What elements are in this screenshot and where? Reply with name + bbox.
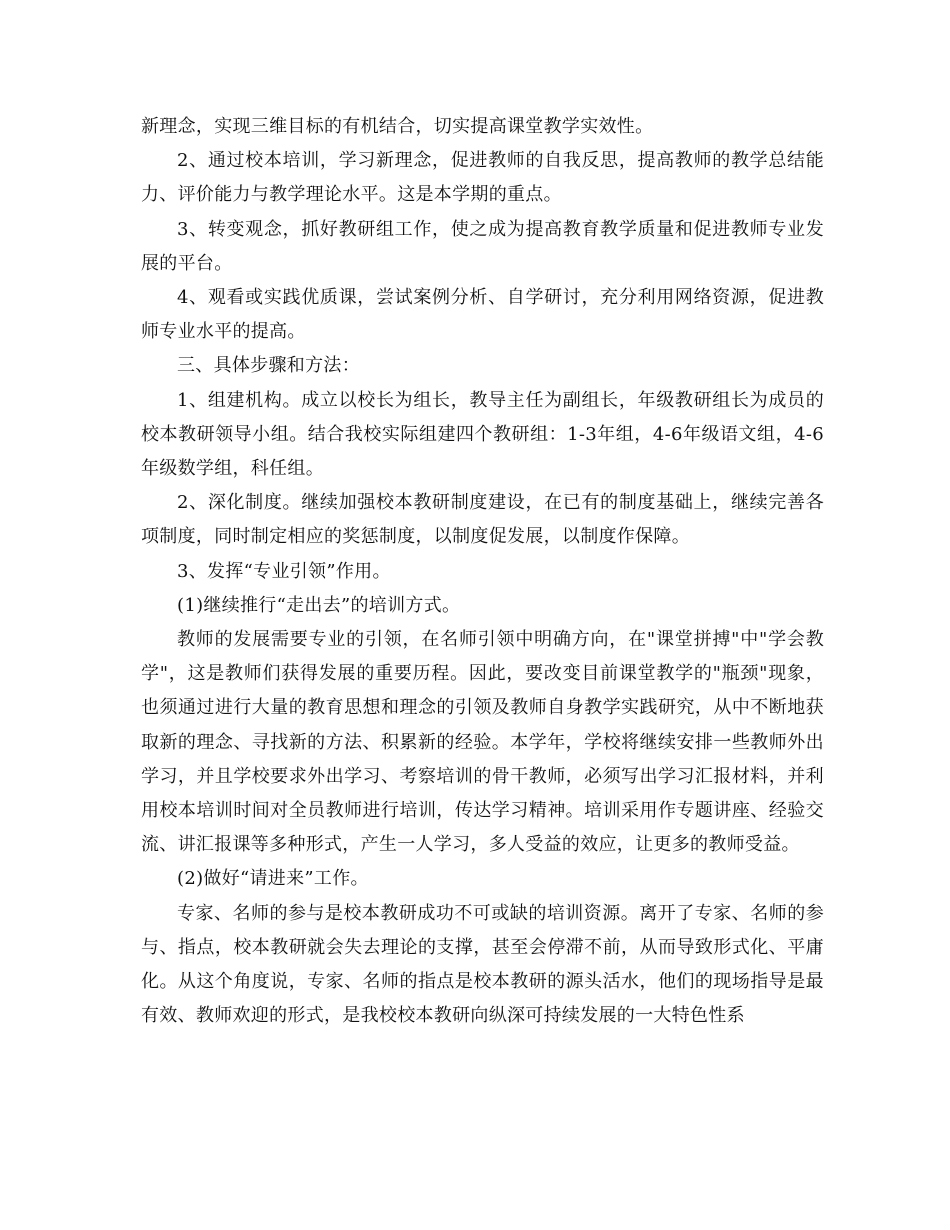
paragraph-step-1: 1、组建机构。成立以校长为组长，教导主任为副组长，年级教研组长为成员的校本教研领导小组。结合我校实际组建四个教研组：1-3年组，4-6年级语文组，4-6年级数学组，科任组。 <box>141 389 824 480</box>
paragraph-goal-3: 3、转变观念，抓好教研组工作，使之成为提高教育教学质量和促进教师专业发展的平台。 <box>141 218 824 274</box>
paragraph-invite-in: 专家、名师的参与是校本教研成功不可或缺的培训资源。离开了专家、名师的参与、指点，校本教研就会失去理论的支撑，甚至会停滞不前，从而导致形式化、平庸化。从这个角度说，专家、名师的指点是校本教研的源头活水，他们的现场指导是最有效、教师欢迎的形式，是我校校本教研向纵深可持续发展的一大特色性系 <box>141 902 824 1027</box>
paragraph-go-out: 教师的发展需要专业的引领，在名师引领中明确方向，在"课堂拼搏"中"学会教学"，这是教师们获得发展的重要历程。因此，要改变目前课堂教学的"瓶颈"现象，也须通过进行大量的教育思想和理念的引领及教师自身教学实践研究，从中不断地获取新的理念、寻找新的方法、积累新的经验。本学年，学校将继续安排一些教师外出学习，并且学校要求外出学习、考察培训的骨干教师，必须写出学习汇报材料，并利用校本培训时间对全员教师进行培训，传达学习精神。培训采用作专题讲座、经验交流、讲汇报课等多种形式，产生一人学习，多人受益的效应，让更多的教师受益。 <box>141 629 824 856</box>
document-body <box>141 110 824 1033</box>
section-heading: 三、具体步骤和方法： <box>177 355 360 377</box>
paragraph-step-3: 3、发挥“专业引领”作用。 <box>177 560 391 582</box>
paragraph-goal-2: 2、通过校本培训，学习新理念，促进教师的自我反思，提高教师的教学总结能力、评价能力与教学理论水平。这是本学期的重点。 <box>141 150 824 206</box>
subheading-go-out: (1)继续推行“走出去”的培训方式。 <box>177 594 461 616</box>
paragraph-step-2: 2、深化制度。继续加强校本教研制度建设，在已有的制度基础上，继续完善各项制度，同时制定相应的奖惩制度，以制度促发展，以制度作保障。 <box>141 492 824 548</box>
subheading-invite-in: (2)做好“请进来”工作。 <box>177 868 369 890</box>
paragraph-goal-4: 4、观看或实践优质课，尝试案例分析、自学研讨，充分利用网络资源，促进教师专业水平的提高。 <box>141 287 824 343</box>
paragraph-continued: 新理念，实现三维目标的有机结合，切实提高课堂教学实效性。 <box>141 116 654 137</box>
